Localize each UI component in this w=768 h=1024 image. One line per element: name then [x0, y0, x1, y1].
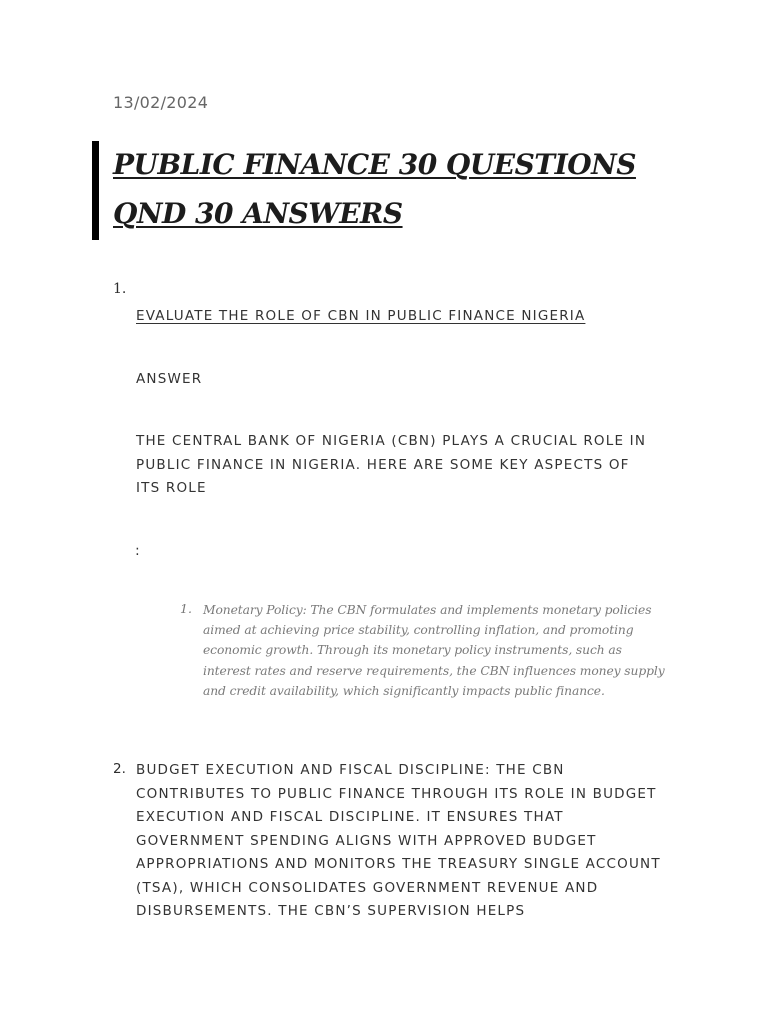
question-1: EVALUATE THE ROLE OF CBN IN PUBLIC FINANCE NIGERIA	[136, 308, 586, 324]
colon-separator: :	[135, 543, 140, 559]
answer-intro: THE CENTRAL BANK OF NIGERIA (CBN) PLAYS A CRUCIAL ROLE IN PUBLIC FINANCE IN NIGERIA. HERE ARE SOME KEY ASPECTS OF ITS ROLE	[136, 433, 647, 496]
list-item-number-1: 1.	[113, 281, 127, 297]
list-item-2-text: BUDGET EXECUTION AND FISCAL DISCIPLINE: THE CBN CONTRIBUTES TO PUBLIC FINANCE THROUGH ITS ROLE IN BUDGET EXECUTION AND FISCAL DISCIPLINE. IT ENSURES THAT GOVERNMENT SPENDING ALIGNS WITH APPROVED BUDGET APPROPRIATIONS AND MONITORS THE TREASURY SINGLE ACCOUNT (TSA), WHICH CONSOLIDATES GOVERNMENT REVENUE AND DISBURSEMENTS. THE CBN’S SUPERVISION HELPS	[136, 762, 661, 919]
sub-list-item-number: 1.	[180, 601, 192, 616]
list-item-number-2: 2.	[113, 761, 126, 777]
title-accent-bar	[92, 141, 99, 240]
sub-list-item-text: Monetary Policy: The CBN formulates and implements monetary policies aimed at achieving price stability, controlling inflation, and promoting economic growth. Through its monetary policy instruments, such as interest rates and reserve requirements, the CBN influences money supply and credit availability, which significantly impacts public finance.	[203, 603, 665, 698]
document-date: 13/02/2024	[113, 93, 209, 112]
answer-label: ANSWER	[136, 371, 203, 387]
document-title: PUBLIC FINANCE 30 QUESTIONS QND 30 ANSWERS	[113, 148, 636, 230]
